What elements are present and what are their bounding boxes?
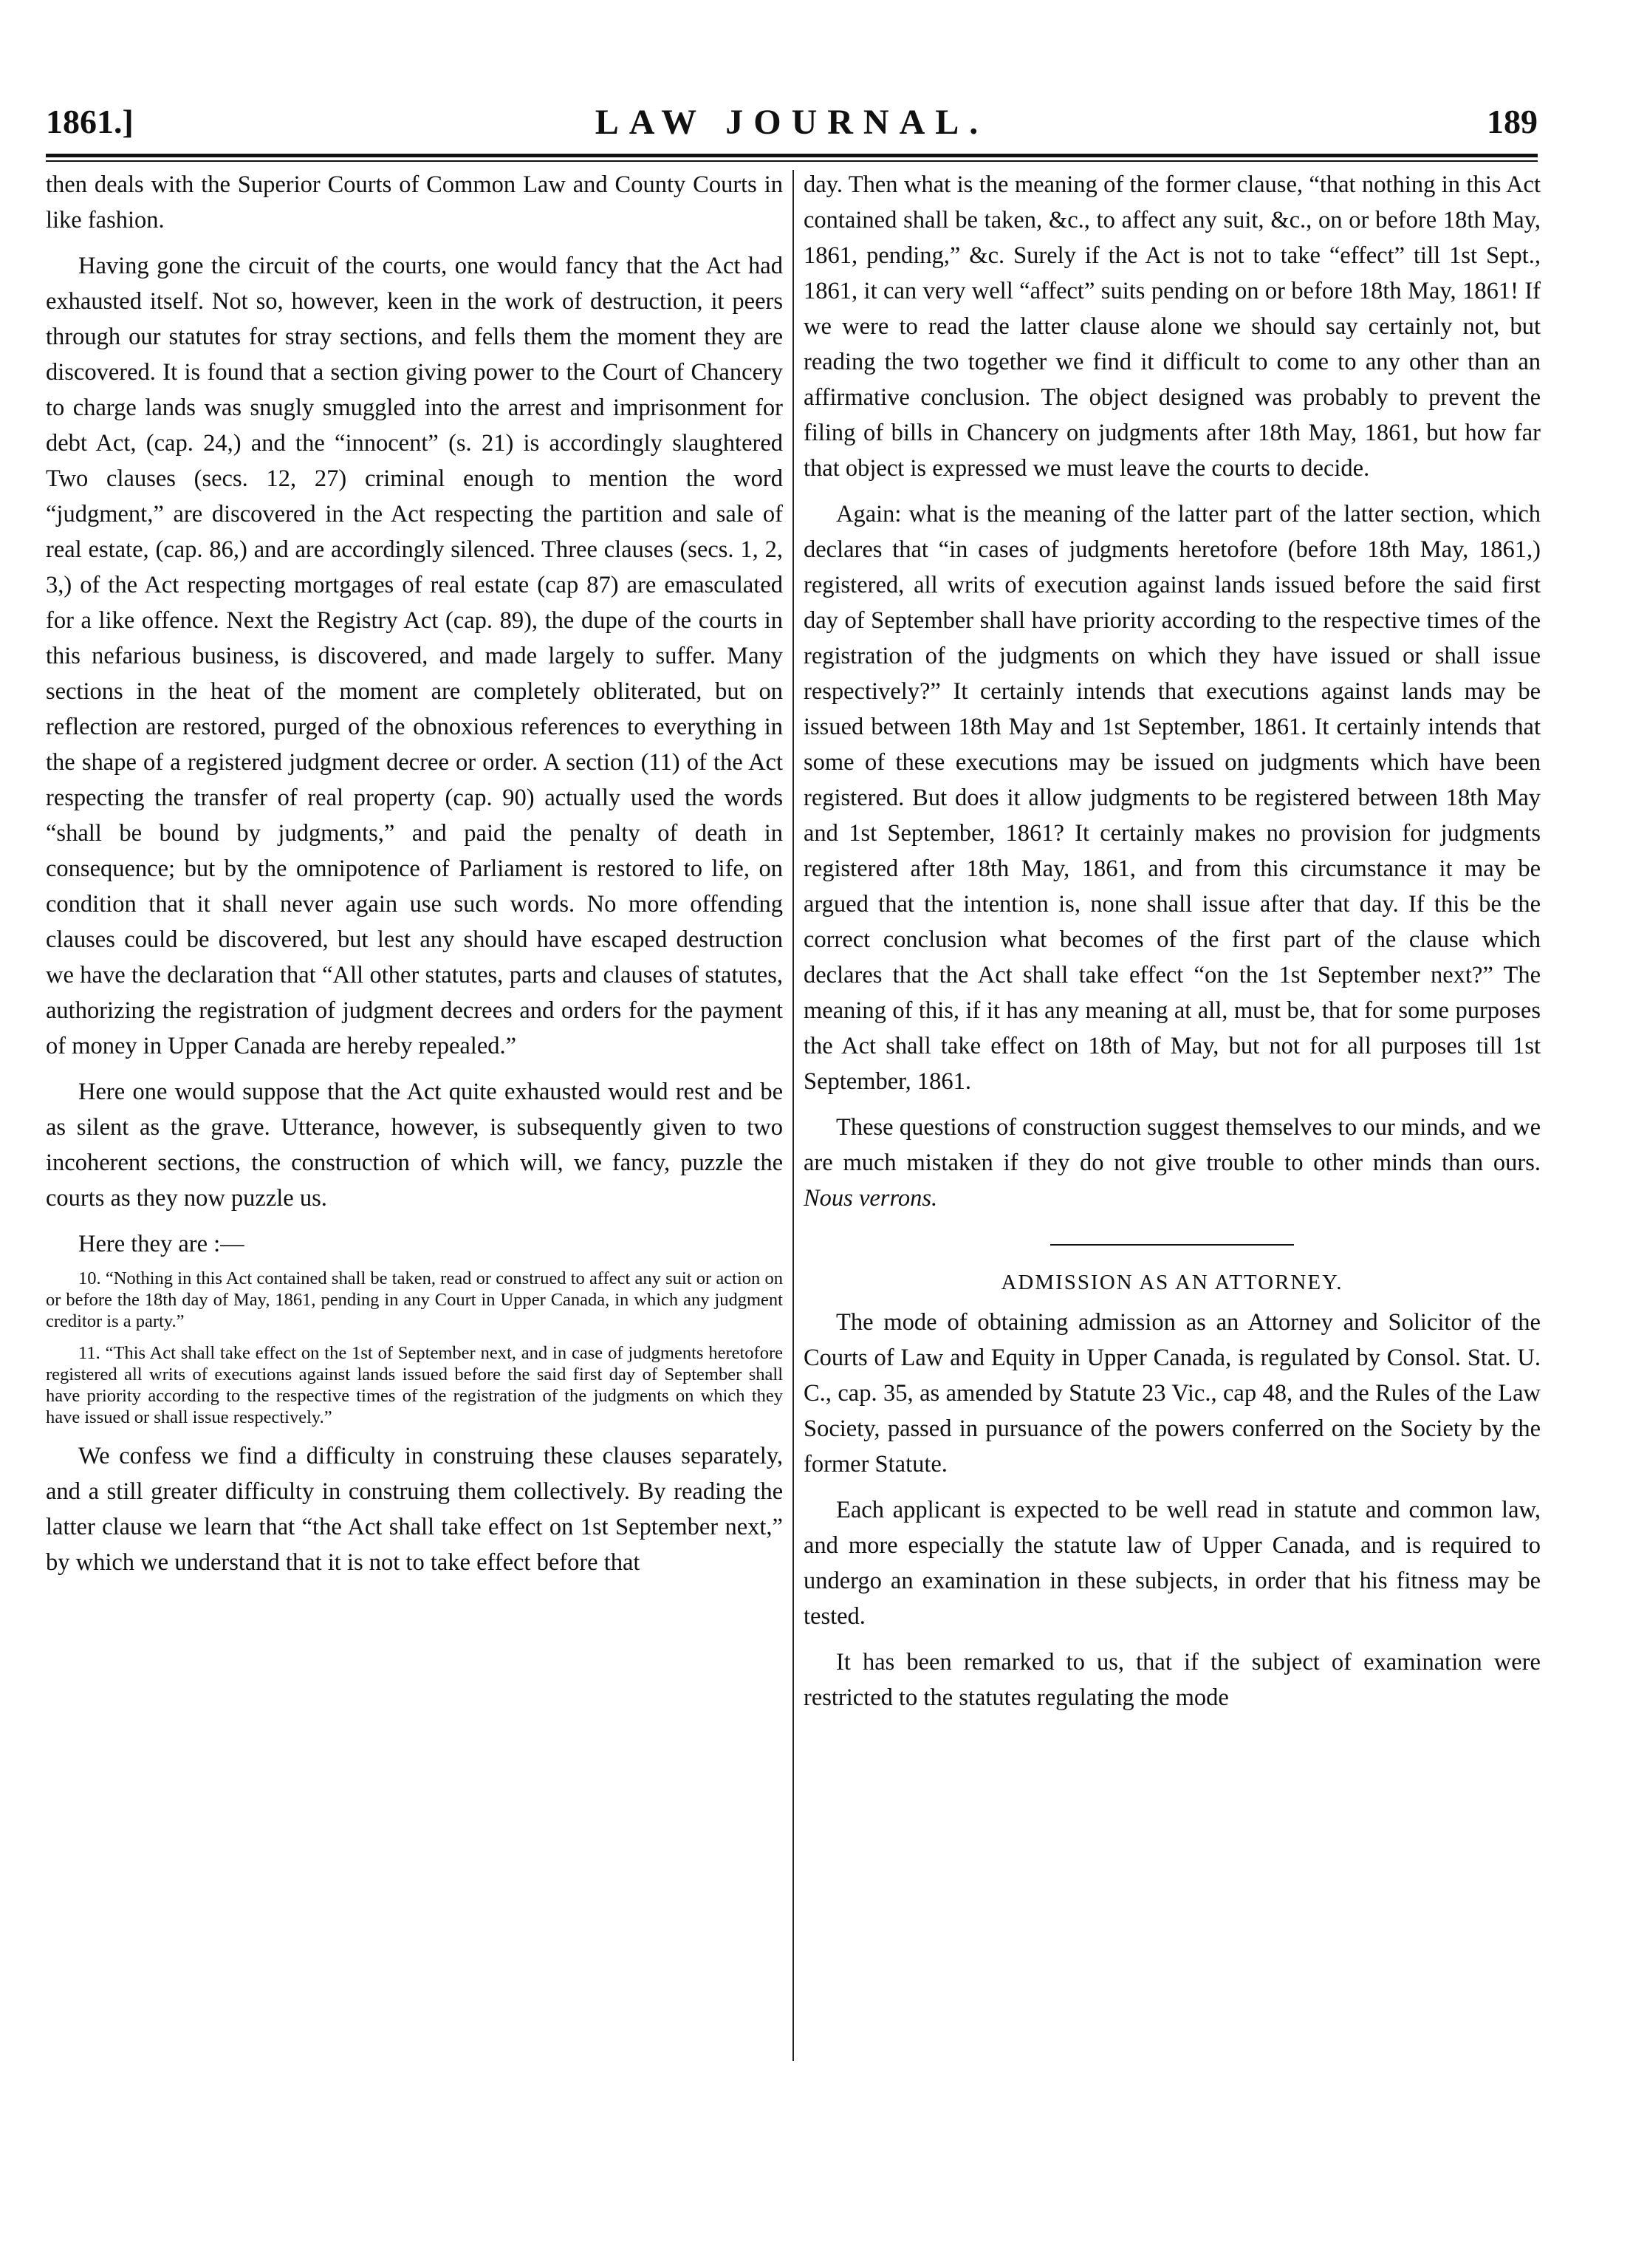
left-paragraph-3: Here one would suppose that the Act quite exhausted would rest and be as silent as the grave. Utterance, however, is subsequently given to two incoherent sections, the construction of which will, we fancy, puzzle the courts as they now puzzle us. — [46, 1079, 783, 1212]
right-paragraph-3-text: These questions of construction suggest themselves to our minds, and we are much mistaken if they do not give trouble to other minds than ours. — [804, 1114, 1541, 1176]
quoted-section-11: 11. “This Act shall take effect on the 1st of September next, and in case of judgments heretofore registered all writs of executions against lands issued before the said first day of September shall have priority according to the respective times of the registration of the judgments on which they have issued or shall issue respectively.” — [46, 1343, 783, 1427]
right-paragraph-4: The mode of obtaining admission as an Attorney and Solicitor of the Courts of Law and Equity in Upper Canada, is regulated by Consol. Stat. U. C., cap. 35, as amended by Statute 23 Vic., cap 48, and the Rules of the Law Society, passed in pursuance of the powers conferred on the Society by the former Statute. — [804, 1309, 1541, 1478]
left-paragraph-4: Here they are :— — [78, 1231, 244, 1257]
left-paragraph-2: Having gone the circuit of the courts, one would fancy that the Act had exhausted itself. Not so, however, keen in the work of destruction, it peers through our statutes for stray sections, and fells them the moment they are discovered. It is found that a section giving power to the Court of Chancery to charge lands was snugly smuggled into the arrest and imprisonment for debt Act, (cap. 24,) and the “innocent” (s. 21) is accordingly slaughtered Two clauses (secs. 12, 27) criminal enough to mention the word “judgment,” are discovered in the Act respecting the partition and sale of real estate, (cap. 86,) and are accordingly silenced. Three clauses (secs. 1, 2, 3,) of the Act respecting mortgages of real estate (cap 87) are emasculated for a like offence. Next the Registry Act (cap. 89), the dupe of the courts in this nefarious business, is discovered, and made largely to suffer. Many sections in the heat of the moment are completely obliterated, but on reflection are restored, purged of the obnoxious references to everything in the shape of a registered judgment decree or order. A section (11) of the Act respecting the transfer of real property (cap. 90) actually used the words “shall be bound by judgments,” and paid the penalty of death in consequence; but by the omnipotence of Parliament is restored to life, on condition that it shall never again use such words. No more offending clauses could be discovered, but lest any should have escaped destruction we have the declaration that “All other statutes, parts and clauses of statutes, authorizing the registration of judgment decrees and orders for the payment of money in Upper Canada are hereby repealed.” — [46, 253, 783, 1059]
header-title: LAW JOURNAL. — [595, 103, 989, 142]
header-rule-thin — [46, 160, 1538, 162]
header-date: 1861.] — [46, 103, 134, 140]
quoted-section-10: 10. “Nothing in this Act contained shall be taken, read or construed to affect any suit or action on or before the 18th day of May, 1861, pending in any Court in Upper Canada, in which any judgment creditor is a party.” — [46, 1268, 783, 1331]
right-paragraph-1: day. Then what is the meaning of the former clause, “that nothing in this Act contained shall be taken, &c., to affect any suit, &c., on or before 18th May, 1861, pending,” &c. Surely if the Act is not to take “effect” till 1st Sept., 1861, it can very well “affect” suits pending on or before 18th May, 1861! If we were to read the latter clause alone we should say certainly not, but reading the two together we find it difficult to come to any other than an affirmative conclusion. The object designed was probably to prevent the filing of bills in Chancery on judgments after 18th May, 1861, but how far that object is expressed we must leave the courts to decide. — [804, 171, 1541, 482]
left-paragraph-5: We confess we find a difficulty in construing these clauses separately, and a still greater difficulty in construing them collectively. By reading the latter clause we learn that “the Act shall take effect on 1st September next,” by which we understand that it is not to take effect before that — [46, 1443, 783, 1576]
header-rule-thick — [46, 154, 1538, 157]
running-header — [46, 102, 1538, 146]
section-heading: ADMISSION AS AN ATTORNEY. — [1001, 1271, 1343, 1294]
right-paragraph-3 — [804, 1110, 1541, 1216]
section-rule — [1050, 1244, 1294, 1246]
page-number: 189 — [1487, 103, 1538, 140]
right-paragraph-6: It has been remarked to us, that if the subject of examination were restricted to the statutes regulating the mode — [804, 1649, 1541, 1711]
left-paragraph-1: then deals with the Superior Courts of Common Law and County Courts in like fashion. — [46, 171, 783, 233]
left-column — [46, 167, 783, 1591]
column-divider — [792, 170, 794, 2061]
right-column — [804, 167, 1541, 1726]
right-paragraph-5: Each applicant is expected to be well read in statute and common law, and more especially the statute law of Upper Canada, and is required to undergo an examination in these subjects, in order that his fitness may be tested. — [804, 1497, 1541, 1630]
closing-remark: Nous verrons. — [804, 1185, 938, 1212]
right-paragraph-2: Again: what is the meaning of the latter part of the latter section, which declares that “in cases of judgments heretofore (before 18th May, 1861,) registered, all writs of execution against lands issued before the said first day of September shall have priority according to the respective times of the registration of the judgments on which they have issued or shall issue respectively?” It certainly intends that executions against lands may be issued between 18th May and 1st September, 1861. It certainly intends that some of these executions may be issued on judgments which have been registered. But does it allow judgments to be registered between 18th May and 1st September, 1861? It certainly makes no provision for judgments registered after 18th May, 1861, and from this circumstance it may be argued that the intention is, none shall issue after that day. If this be the correct conclusion what becomes of the first part of the clause which declares that the Act shall take effect “on the 1st September next?” The meaning of this, if it has any meaning at all, must be, that for some purposes the Act shall take effect on 18th of May, but not for all purposes till 1st September, 1861. — [804, 501, 1541, 1095]
